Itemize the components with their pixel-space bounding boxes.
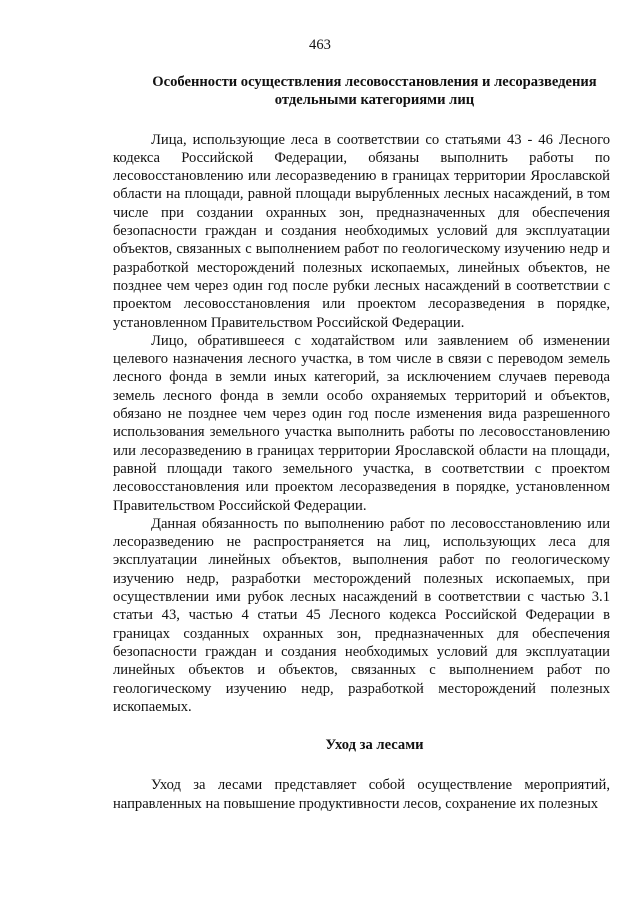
- paragraph: Уход за лесами представляет собой осуществление мероприятий, направленных на повышение продуктивности лесов, сохранение их полезных: [113, 777, 610, 812]
- paragraph: Данная обязанность по выполнению работ по лесовосстановлению или лесоразведению не распространяется на лиц, использующих леса для эксплуатации линейных объектов, выполнения работ по геологическому изучению недр, разработки месторождений полезных ископаемых, при осуществлении ими рубок лесных насаждений в соответствии с частью 3.1 статьи 43, частью 4 статьи 45 Лесного кодекса Российской Федерации в границах созданных охранных зон, предназначенных для обеспечения безопасности граждан и создания необходимых условий для эксплуатации линейных объектов и объектов, связанных с выполнением работ по геологическому изучению недр, разработкой месторождений полезных ископаемых.: [113, 515, 610, 715]
- section-title: Особенности осуществления лесовосстановления и лесоразведения отдельными категориями лиц: [152, 74, 597, 109]
- section-heading: Уход за лесами: [325, 737, 424, 754]
- page-number: 463: [309, 37, 331, 53]
- paragraph: Лицо, обратившееся с ходатайством или заявлением об изменении целевого назначения лесного участка, в том числе в связи с переводом земель лесного фонда в земли иных категорий, за исключением случаев перевода земель лесного фонда в земли особо охраняемых территорий и объектов, обязано не позднее чем через один год после изменения вида разрешенного использования земельного участка выполнить работы по лесовосстановлению или лесоразведению в границах территории Ярославской области на площади, равной площади такого земельного участка, в соответствии с проектом лесовосстановления или проектом лесоразведения в порядке, установленном Правительством Российской Федерации.: [113, 332, 610, 514]
- paragraph: Лица, использующие леса в соответствии со статьями 43 - 46 Лесного кодекса Российской Федерации, обязаны выполнить работы по лесовосстановлению или лесоразведению в границах территории Ярославской области на площади, равной площади вырубленных лесных насаждений, в том числе при создании охранных зон, предназначенных для обеспечения безопасности граждан и создания необходимых условий для эксплуатации объектов, связанных с выполнением работ по геологическому изучению недр и разработкой месторождений полезных ископаемых, линейных объектов, не позднее чем через один год после рубки лесных насаждений в соответствии с проектом лесовосстановления или проектом лесоразведения в порядке, установленном Правительством Российской Федерации.: [113, 131, 610, 331]
- document-body: [113, 73, 610, 813]
